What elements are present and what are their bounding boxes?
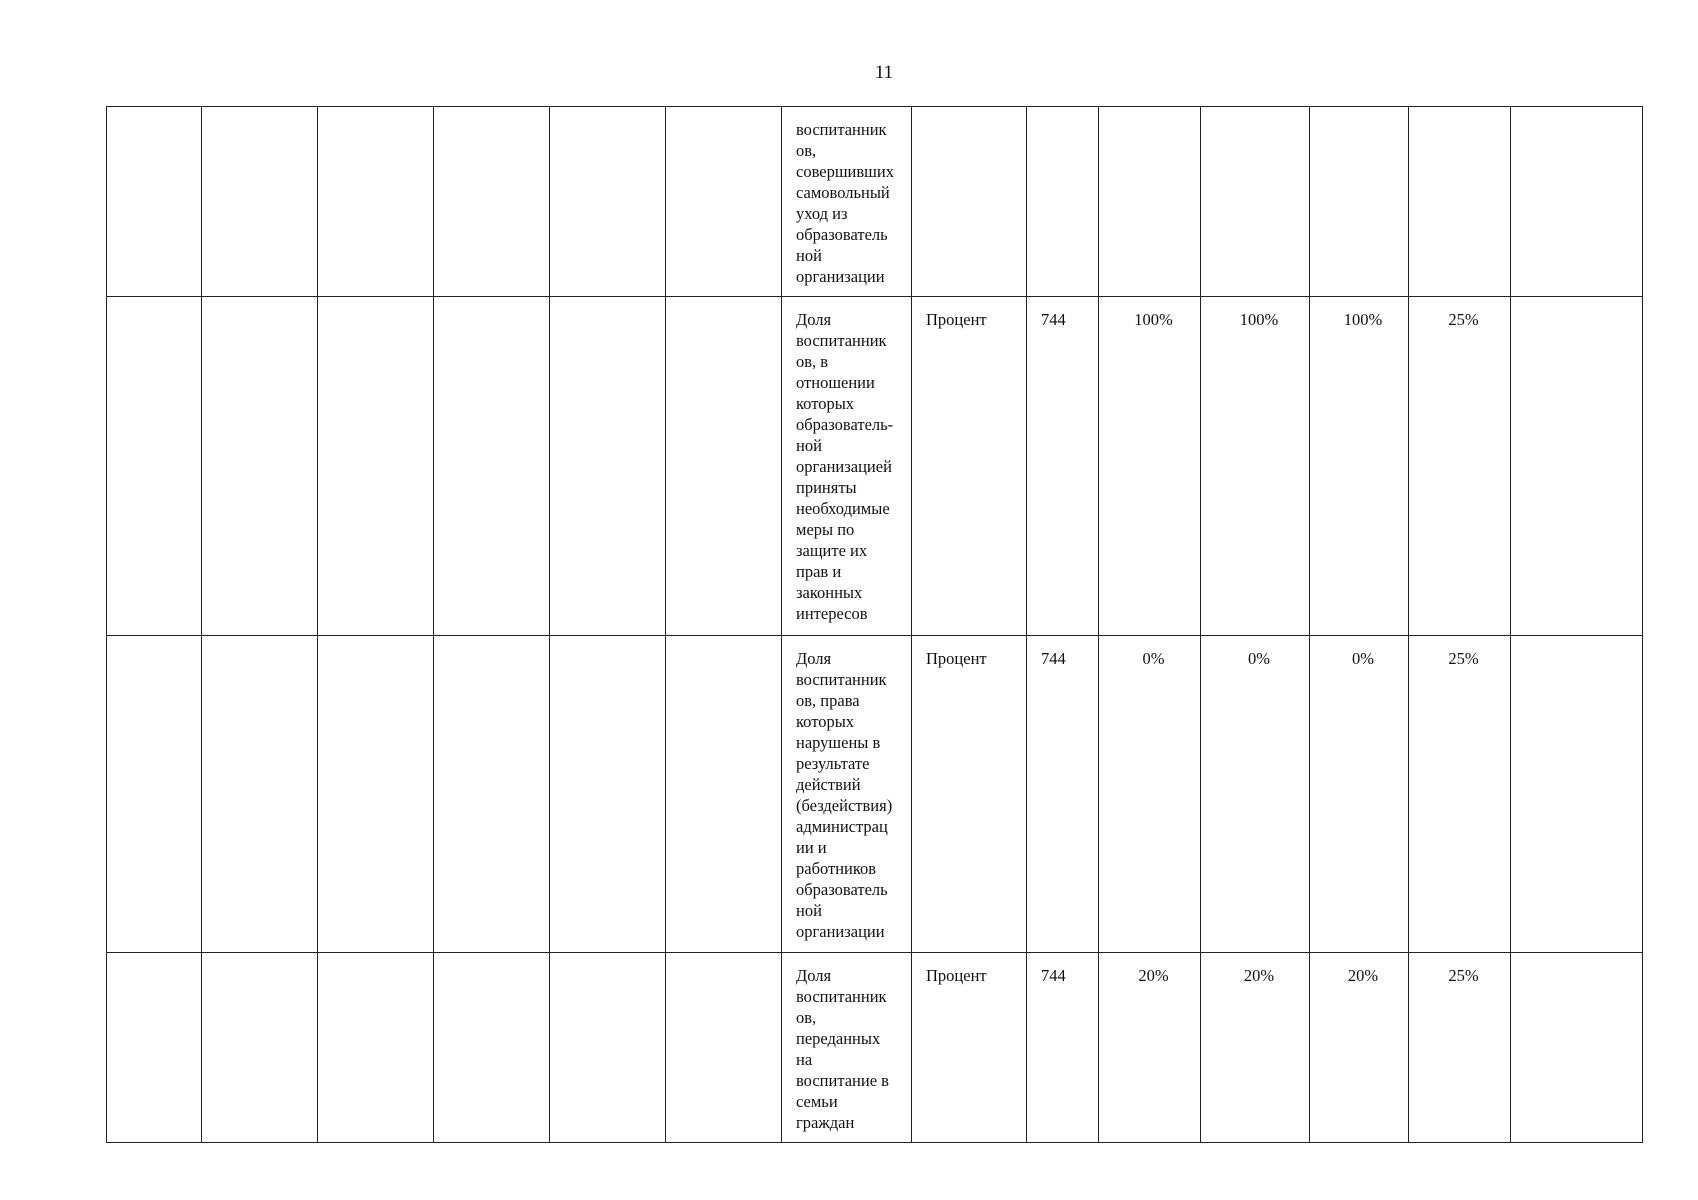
value-cell: 25% bbox=[1409, 636, 1511, 953]
indicator-name-line: воспитание в bbox=[796, 1071, 889, 1090]
empty-cell bbox=[318, 297, 434, 636]
indicator-table bbox=[106, 106, 1643, 1143]
indicator-name-line: образователь- bbox=[796, 415, 894, 434]
indicator-name-line: воспитанник bbox=[796, 987, 887, 1006]
indicator-name-line: организации bbox=[796, 267, 885, 286]
indicator-name-line: защите их bbox=[796, 541, 868, 560]
indicator-name-line: отношении bbox=[796, 373, 875, 392]
empty-cell bbox=[107, 297, 202, 636]
empty-cell bbox=[107, 636, 202, 953]
empty-cell bbox=[1511, 107, 1643, 297]
empty-cell bbox=[550, 953, 666, 1143]
unit-cell: Процент bbox=[912, 953, 1027, 1143]
indicator-name-line: граждан bbox=[796, 1113, 855, 1132]
indicator-name-line: (бездействия) bbox=[796, 796, 893, 815]
value-cell: 20% bbox=[1201, 953, 1310, 1143]
empty-cell bbox=[318, 953, 434, 1143]
empty-cell bbox=[550, 107, 666, 297]
indicator-name-line: ии и bbox=[796, 838, 827, 857]
value-cell bbox=[1310, 107, 1409, 297]
table-row bbox=[107, 107, 1643, 297]
empty-cell bbox=[666, 107, 782, 297]
table-row bbox=[107, 953, 1643, 1143]
indicator-name-line: законных bbox=[796, 583, 863, 602]
value-cell: 25% bbox=[1409, 297, 1511, 636]
empty-cell bbox=[202, 297, 318, 636]
indicator-name-line: семьи bbox=[796, 1092, 838, 1111]
empty-cell bbox=[202, 636, 318, 953]
empty-cell bbox=[318, 636, 434, 953]
empty-cell bbox=[107, 107, 202, 297]
indicator-name-line: на bbox=[796, 1050, 813, 1069]
indicator-name-line: переданных bbox=[796, 1029, 881, 1048]
indicator-name-line: работников bbox=[796, 859, 877, 878]
value-cell: 20% bbox=[1099, 953, 1201, 1143]
indicator-name-line: приняты bbox=[796, 478, 857, 497]
indicator-name-line: меры по bbox=[796, 520, 855, 539]
unit-cell bbox=[912, 107, 1027, 297]
empty-cell bbox=[434, 297, 550, 636]
indicator-name-line: уход из bbox=[796, 204, 848, 223]
page-number: 11 bbox=[874, 62, 894, 83]
indicator-name-line: совершивших bbox=[796, 162, 894, 181]
empty-cell bbox=[550, 636, 666, 953]
indicator-name-line: воспитанник bbox=[796, 670, 887, 689]
value-cell: 100% bbox=[1099, 297, 1201, 636]
indicator-name-line: Доля bbox=[796, 966, 832, 985]
empty-cell bbox=[1511, 953, 1643, 1143]
unit-cell: Процент bbox=[912, 297, 1027, 636]
indicator-name-line: Доля bbox=[796, 649, 832, 668]
value-cell: 100% bbox=[1201, 297, 1310, 636]
okei-code-cell: 744 bbox=[1027, 953, 1099, 1143]
empty-cell bbox=[202, 953, 318, 1143]
empty-cell bbox=[107, 953, 202, 1143]
indicator-name-line: ов, bbox=[796, 1008, 817, 1027]
table-row bbox=[107, 636, 1643, 953]
indicator-name-line: которых bbox=[796, 712, 855, 731]
empty-cell bbox=[434, 107, 550, 297]
indicator-name-line: Доля bbox=[796, 310, 832, 329]
empty-cell bbox=[202, 107, 318, 297]
indicator-name-line: ной bbox=[796, 436, 822, 455]
okei-code-cell: 744 bbox=[1027, 636, 1099, 953]
value-cell bbox=[1409, 107, 1511, 297]
indicator-name-line: прав и bbox=[796, 562, 842, 581]
value-cell bbox=[1201, 107, 1310, 297]
value-cell: 100% bbox=[1310, 297, 1409, 636]
indicator-name-line: необходимые bbox=[796, 499, 890, 518]
indicator-name-line: ов, в bbox=[796, 352, 829, 371]
value-cell: 0% bbox=[1310, 636, 1409, 953]
indicator-name-line: образователь bbox=[796, 225, 888, 244]
empty-cell bbox=[434, 953, 550, 1143]
okei-code-cell: 744 bbox=[1027, 297, 1099, 636]
indicator-name-line: ов, bbox=[796, 141, 817, 160]
unit-cell: Процент bbox=[912, 636, 1027, 953]
value-cell: 20% bbox=[1310, 953, 1409, 1143]
indicator-name-line: ной bbox=[796, 901, 822, 920]
indicator-name-line: администрац bbox=[796, 817, 888, 836]
indicator-name-cell bbox=[782, 636, 912, 953]
indicator-name-line: воспитанник bbox=[796, 331, 887, 350]
empty-cell bbox=[550, 297, 666, 636]
value-cell: 0% bbox=[1201, 636, 1310, 953]
value-cell bbox=[1099, 107, 1201, 297]
empty-cell bbox=[666, 953, 782, 1143]
value-cell: 0% bbox=[1099, 636, 1201, 953]
empty-cell bbox=[434, 636, 550, 953]
empty-cell bbox=[318, 107, 434, 297]
indicator-name-cell bbox=[782, 953, 912, 1143]
empty-cell bbox=[666, 636, 782, 953]
table-body bbox=[107, 107, 1643, 1143]
indicator-name-line: образователь bbox=[796, 880, 888, 899]
indicator-name-line: нарушены в bbox=[796, 733, 881, 752]
okei-code-cell bbox=[1027, 107, 1099, 297]
value-cell: 25% bbox=[1409, 953, 1511, 1143]
indicator-name-line: результате bbox=[796, 754, 870, 773]
indicator-name-cell bbox=[782, 107, 912, 297]
indicator-name-line: ной bbox=[796, 246, 822, 265]
empty-cell bbox=[1511, 297, 1643, 636]
empty-cell bbox=[666, 297, 782, 636]
table-row bbox=[107, 297, 1643, 636]
empty-cell bbox=[1511, 636, 1643, 953]
indicator-name-cell bbox=[782, 297, 912, 636]
indicator-name-line: организации bbox=[796, 922, 885, 941]
indicator-name-line: действий bbox=[796, 775, 861, 794]
indicator-name-line: интересов bbox=[796, 604, 868, 623]
indicator-name-line: которых bbox=[796, 394, 855, 413]
indicator-name-line: организацией bbox=[796, 457, 892, 476]
indicator-name-line: самовольный bbox=[796, 183, 890, 202]
indicator-name-line: воспитанник bbox=[796, 120, 887, 139]
indicator-name-line: ов, права bbox=[796, 691, 860, 710]
